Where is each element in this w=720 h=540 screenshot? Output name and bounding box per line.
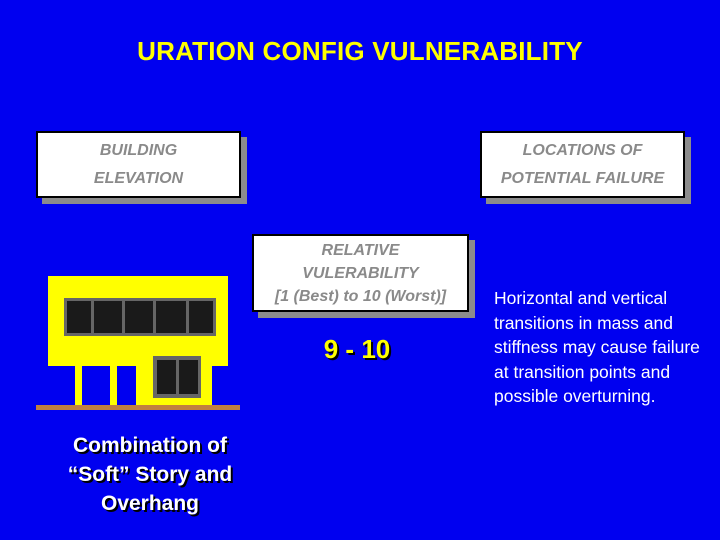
slide-title: URATION CONFIG VULNERABILITY [137, 36, 583, 66]
locations-of-failure-box [480, 131, 685, 198]
relative-label-line3: [1 (Best) to 10 (Worst)] [274, 287, 447, 305]
locations-label-line2: POTENTIAL FAILURE [500, 169, 665, 187]
caption-line3: Overhang [100, 492, 200, 515]
building-elevation-label-line1: BUILDING [99, 141, 178, 159]
building-elevation-label-line2: ELEVATION [93, 169, 184, 187]
upper-window-5 [189, 301, 213, 333]
locations-label-line1: LOCATIONS OF [522, 141, 643, 159]
relative-label-line2: VULERABILITY [302, 264, 419, 282]
lower-window-left [157, 360, 176, 394]
column-left [75, 364, 82, 406]
vulnerability-score: 9 - 10 [323, 334, 391, 364]
failure-description: Horizontal and vertical transitions in mass and stiffness may cause failure at transition points and possible overturning. [494, 288, 700, 406]
column-middle [110, 364, 117, 406]
building-caption [40, 431, 260, 518]
relative-vulnerability-box [252, 234, 469, 312]
building-illustration-icon [30, 268, 246, 416]
building-elevation-box [36, 131, 241, 198]
caption-line2: “Soft” Story and [67, 463, 233, 486]
upper-window-3 [125, 301, 153, 333]
upper-window-1 [67, 301, 91, 333]
upper-window-2 [94, 301, 122, 333]
caption-line1: Combination of [73, 434, 227, 457]
lower-window-right [179, 360, 198, 394]
ground-line [36, 405, 240, 410]
upper-window-4 [156, 301, 186, 333]
relative-label-line1: RELATIVE [321, 241, 400, 259]
